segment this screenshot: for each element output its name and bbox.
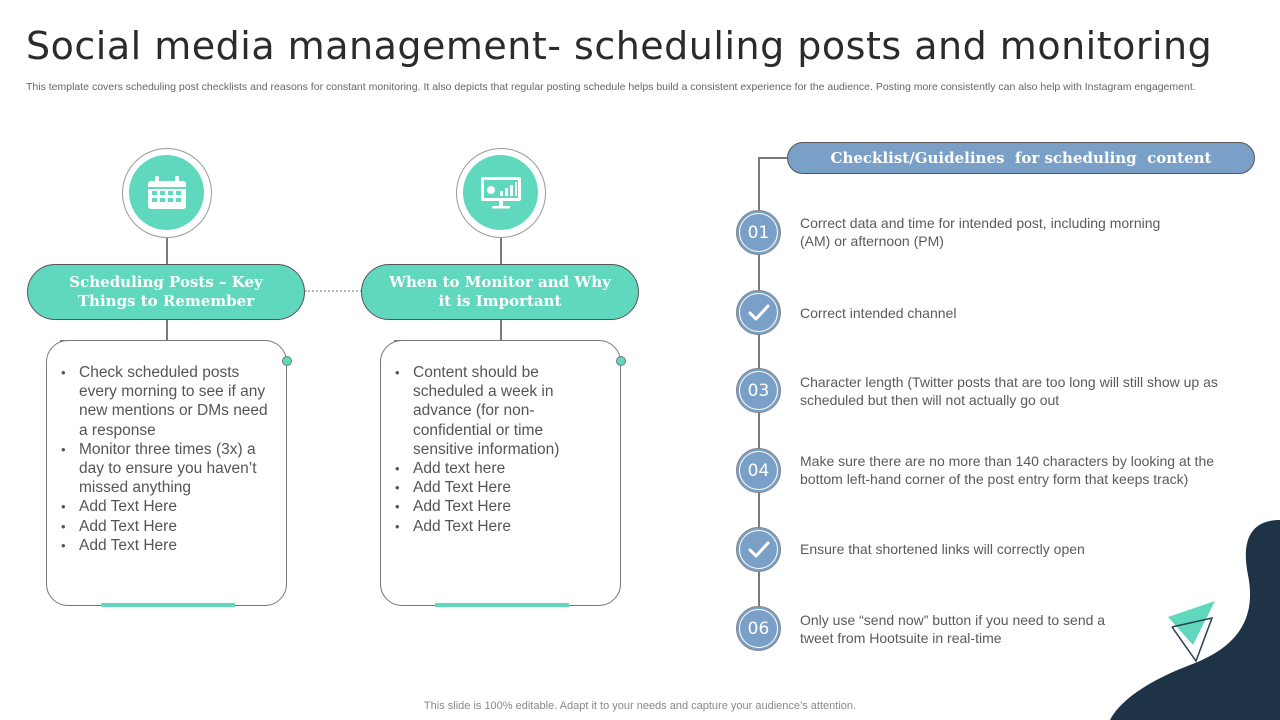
list-item: • Add Text Here — [395, 497, 602, 516]
list-item: • Monitor three times (3x) a day to ensure you haven’t missed anything — [61, 440, 268, 498]
checklist-heading: Checklist/Guidelines for scheduling content — [787, 142, 1255, 174]
scheduling-posts-heading: Scheduling Posts – Key Things to Remember — [27, 264, 305, 320]
step-01-badge: 01 — [736, 210, 781, 255]
list-item: • Add Text Here — [61, 517, 268, 536]
connector-line — [500, 320, 502, 341]
footer-note: This slide is 100% editable. Adapt it to your needs and capture your audience’s attention. — [423, 700, 857, 712]
connector-line — [166, 238, 168, 264]
calendar-icon — [147, 176, 187, 210]
checklist-item: Ensure that shortened links will correctly open — [800, 541, 1085, 557]
calendar-icon-circle — [122, 148, 212, 238]
step-06-badge: 06 — [736, 606, 781, 651]
bullet-list — [61, 363, 268, 555]
connector-line — [166, 320, 168, 341]
check-icon — [748, 303, 770, 323]
checklist-item: Make sure there are no more than 140 characters by looking at the bottom left-hand corner of the post entry form that keeps track) — [800, 453, 1215, 487]
list-item: • Add Text Here — [395, 478, 602, 497]
check-icon — [748, 540, 770, 560]
list-item: • Add Text Here — [61, 536, 268, 555]
accent-dot — [282, 356, 292, 366]
step-03-badge: 03 — [736, 368, 781, 413]
bullet-list — [395, 363, 602, 536]
accent-dot — [616, 356, 626, 366]
monitor-icon-circle — [456, 148, 546, 238]
slide-title: Social media management- scheduling posts and monitoring — [26, 24, 1213, 68]
list-item: • Add Text Here — [395, 517, 602, 536]
dotted-connector — [305, 290, 362, 292]
slide-subtitle: This template covers scheduling post checklists and reasons for constant monitoring. It also depicts that regular posting schedule helps build a consistent experience for the audience. Posting more consistently can also help with Instagram engagement. — [26, 81, 1196, 93]
connector-line — [500, 238, 502, 264]
monitor-heading: When to Monitor and Why it is Important — [361, 264, 639, 320]
list-item: • Check scheduled posts every morning to see if any new mentions or DMs need a response — [61, 363, 268, 440]
list-item: • Content should be scheduled a week in advance (for non-confidential or time sensitive information) — [395, 363, 602, 459]
checklist-item: Correct data and time for intended post, including morning (AM) or afternoon (PM) — [800, 215, 1161, 249]
decorative-corner-shape — [1080, 515, 1280, 720]
step-05-badge — [736, 527, 781, 572]
step-02-badge — [736, 290, 781, 335]
accent-bar — [435, 603, 569, 607]
checklist-item: Character length (Twitter posts that are too long will still show up as scheduled but then will not actually go out — [800, 374, 1218, 408]
list-item: • Add Text Here — [61, 497, 268, 516]
scheduling-posts-card — [46, 340, 287, 606]
accent-bar — [101, 603, 235, 607]
step-04-badge: 04 — [736, 448, 781, 493]
monitor-card — [380, 340, 621, 606]
monitor-chart-icon — [480, 176, 522, 210]
checklist-item: Only use “send now” button if you need to send a tweet from Hootsuite in real-time — [800, 612, 1106, 646]
checklist-item: Correct intended channel — [800, 305, 957, 321]
connector-line — [758, 157, 788, 159]
list-item: • Add text here — [395, 459, 602, 478]
